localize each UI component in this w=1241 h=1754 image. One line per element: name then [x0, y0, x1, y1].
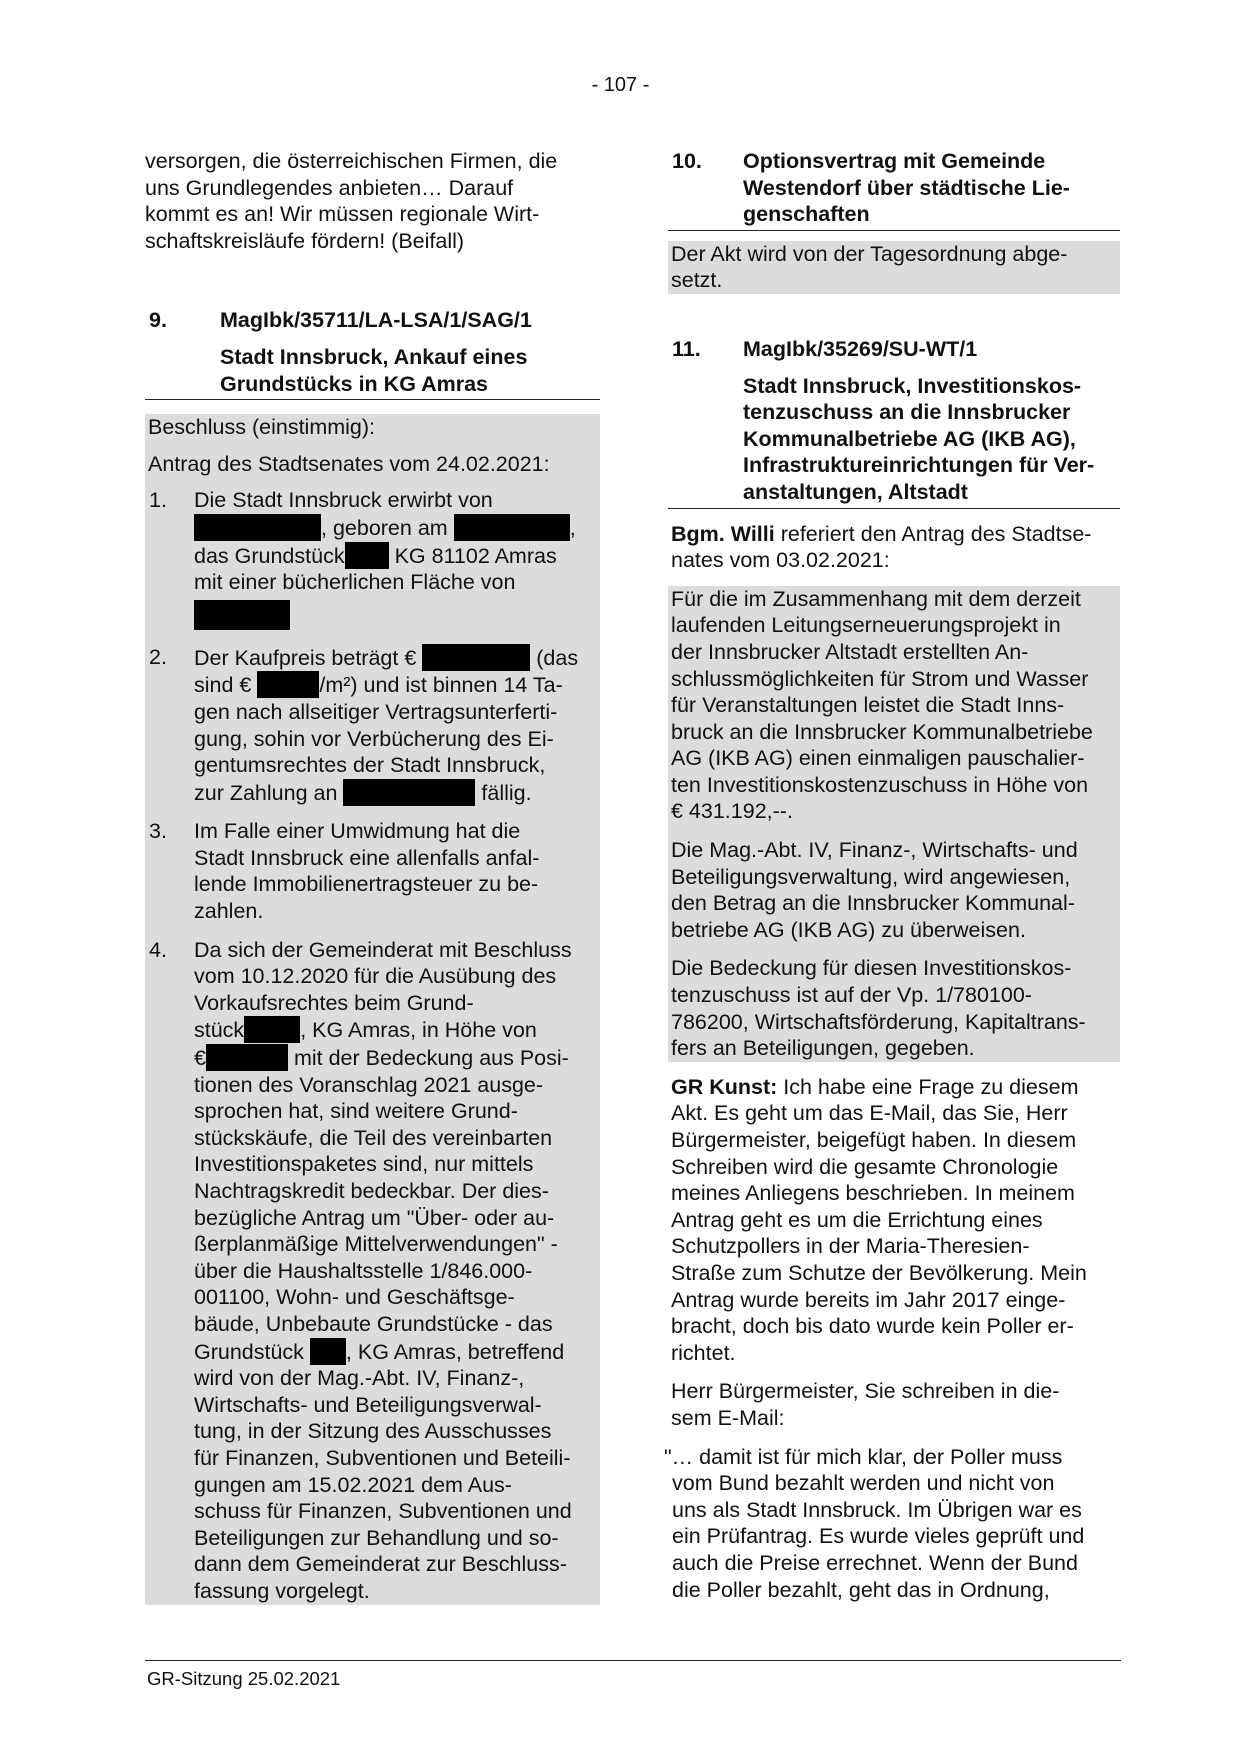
- item-11-title-line: Stadt Innsbruck, Investitionskos-: [743, 373, 1082, 398]
- item-10-title-line: Westendorf über städtische Lie-: [743, 175, 1070, 200]
- item-11-title-line: Infrastruktureinrichtungen für Ver-: [743, 453, 1095, 478]
- left-column: [145, 148, 600, 1605]
- motion-paragraph: Die Bedeckung für diesen Investitionskos- tenzuschuss ist auf der Vp. 1/780100- 786200, Wirtschaftsförderung, Kapitaltrans- fers an Beteiligungen, gegeben.: [671, 956, 1086, 1061]
- motion-paragraph: Für die im Zusammenhang mit dem derzeit laufenden Leitungserneuerungsprojekt in der Innsbrucker Altstadt erstellten An- schlussmöglichkeiten für Strom und Wasser für Veranstaltungen leistet die Stadt Inns- bruck an die Innsbrucker Kommunalbetriebe AG (IKB AG) einen einmaligen pauschalier- ten Investitionskostenzuschuss in Höhe von € 431.192,--.: [671, 586, 1093, 824]
- item-10-title-line: genschaften: [743, 202, 870, 227]
- item-9-number: 9.: [149, 308, 167, 333]
- redacted-block: [194, 514, 321, 541]
- motion-block: [668, 586, 1120, 1062]
- redacted-block: [257, 671, 319, 698]
- item-9-title-line: Grundstücks in KG Amras: [220, 371, 489, 396]
- redacted-block: [422, 644, 530, 671]
- right-column: [664, 148, 1120, 1603]
- resolution-label: Beschluss (einstimmig):: [145, 414, 600, 441]
- resolution-block: [145, 414, 600, 1604]
- item-11-title-line: tenzuschuss an die Innsbrucker: [743, 400, 1071, 425]
- motion-paragraph: Die Mag.-Abt. IV, Finanz-, Wirtschafts- und Beteiligungsverwaltung, wird angewiesen, den Betrag an die Innsbrucker Kommunal- betriebe AG (IKB AG) zu überweisen.: [671, 838, 1078, 942]
- item-9-title-line: Stadt Innsbruck, Ankauf eines: [220, 344, 528, 369]
- item-11-code: MagIbk/35269/SU-WT/1: [743, 336, 978, 361]
- item-9-heading: [145, 307, 600, 400]
- quote-block: "… damit ist für mich klar, der Poller muss vom Bund bezahlt werden und nicht von uns als Stadt Innsbruck. Im Übrigen war es ein Prüfantrag. Es wurde vieles geprüft und auch die Preise errechnet. Wenn der Bund die Poller bezahlt, geht das in Ordnung,: [664, 1444, 1085, 1602]
- item-10-title-line: Optionsvertrag mit Gemeinde: [743, 149, 1046, 173]
- item-10-heading: [668, 148, 1120, 231]
- footer-divider: [145, 1660, 1121, 1661]
- speaker-name: GR Kunst:: [671, 1074, 778, 1099]
- item-11-title-line: Kommunalbetriebe AG (IKB AG),: [743, 426, 1076, 451]
- intro-paragraph: Bgm. Willi referiert den Antrag des Stadtse- nates vom 03.02.2021:: [671, 521, 1092, 573]
- redacted-block: [194, 600, 290, 630]
- speaker-name: Bgm. Willi: [671, 521, 775, 546]
- page-number: - 107 -: [591, 74, 650, 96]
- continuation-paragraph: versorgen, die österreichischen Firmen, die uns Grundlegendes anbieten… Darauf kommt es an! Wir müssen regionale Wirt- schaftskreisläufe fördern! (Beifall): [145, 149, 558, 253]
- point-3: 3. Im Falle einer Umwidmung hat die Stadt Innsbruck eine allenfalls anfal- lende Immobilienertragsteuer zu be- zahlen.: [149, 819, 540, 924]
- item-10-note: Der Akt wird von der Tagesordnung abge- setzt.: [668, 241, 1120, 294]
- redacted-block: [206, 1044, 288, 1071]
- redacted-block: [343, 779, 475, 806]
- point-1: 1. Die Stadt Innsbruck erwirbt von , geboren am , das Grundstück KG 81102 Amras mit einer bücherlichen Fläche von: [145, 487, 600, 631]
- redacted-block: [310, 1338, 346, 1365]
- redacted-block: [454, 514, 570, 541]
- point-4: 4. Da sich der Gemeinderat mit Beschluss vom 10.12.2020 für die Ausübung des Vorkaufsrechtes beim Grund- stück , KG Amras, in Höhe von € mit der Bedeckung aus Posi- tionen des Voranschlag 2021 ausge- sprochen hat, sind weitere Grund- stückskäufe, die Teil des vereinbarten Investitionspaketes sind, nur mittels Nachtragskredit bedeckbar. Der dies- bezügliche Antrag um "Über- oder au- ßerplanmäßige Mittelverwendungen" - über die Haushaltsstelle 1/846.000- 001100, Wohn- und Geschäftsge- bäude, Unbebaute Grundstücke - das Grundstück , KG Amras, betreffend wird von der Mag.-Abt. IV, Finanz-, Wirtschafts- und Beteiligungsverwal- tung, in der Sitzung des Ausschusses für Finanzen, Subventionen und Beteili- gungen am 15.02.2021 dem Aus- schuss für Finanzen, Subventionen und Beteiligungen zur Behandlung und so- dann dem Gemeinderat zur Beschluss- fassung vorgelegt.: [149, 937, 572, 1603]
- item-11-heading: [668, 336, 1120, 509]
- item-10-number: 10.: [672, 149, 702, 173]
- point-2: 2. Der Kaufpreis beträgt € (das sind € /m²) und ist binnen 14 Ta- gen nach allseitiger Vertragsunterferti- gung, sohin vor Verbücherung des Ei- gentumsrechtes der Stadt Innsbruck, zur Zahlung an fällig.: [149, 644, 579, 805]
- kunst-paragraph-2: Herr Bürgermeister, Sie schreiben in die- sem E-Mail:: [671, 1379, 1060, 1430]
- item-9-code: MagIbk/35711/LA-LSA/1/SAG/1: [220, 308, 532, 333]
- footer-text: GR-Sitzung 25.02.2021: [147, 1668, 341, 1689]
- redacted-block: [345, 542, 389, 569]
- motion-label: Antrag des Stadtsenates vom 24.02.2021:: [145, 451, 600, 478]
- item-11-number: 11.: [672, 336, 701, 361]
- redacted-block: [244, 1016, 300, 1043]
- kunst-paragraph: GR Kunst: Ich habe eine Frage zu diesem Akt. Es geht um das E-Mail, das Sie, Herr Bürgermeister, beigefügt haben. In diesem Schreiben wird die gesamte Chronologie meines Anliegens beschrieben. In meinem Antrag geht es um die Errichtung eines Schutzpollers in der Maria-Theresien- Straße zum Schutze der Bevölkerung. Mein Antrag wurde bereits im Jahr 2017 einge- bracht, doch bis dato wurde kein Poller er- richtet.: [671, 1074, 1087, 1365]
- item-11-title-line: anstaltungen, Altstadt: [743, 479, 968, 504]
